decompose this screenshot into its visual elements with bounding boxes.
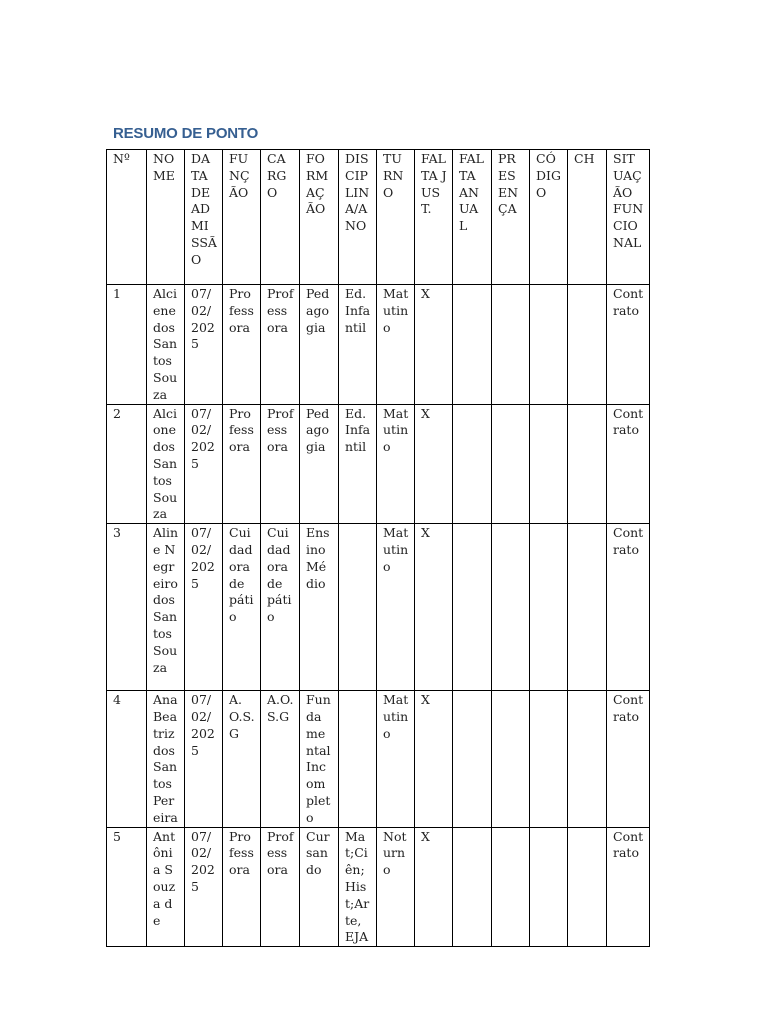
table-cell: Contrato	[607, 524, 650, 691]
table-cell: Alcione dos Santos Souza	[147, 404, 185, 524]
table-cell	[492, 691, 530, 827]
document-title: RESUMO DE PONTO	[113, 125, 259, 142]
header-cell: PRESENÇA	[492, 150, 530, 285]
table-cell	[453, 827, 492, 947]
table-cell	[530, 285, 568, 405]
table-cell: Noturno	[377, 827, 415, 947]
header-cell: CÓDIGO	[530, 150, 568, 285]
header-cell: FALTA ANUAL	[453, 150, 492, 285]
table-cell: Matutino	[377, 404, 415, 524]
table-cell: Professora	[223, 404, 261, 524]
table-cell: Cuidadora de pátio	[261, 524, 300, 691]
table-cell: Professora	[261, 827, 300, 947]
table-row	[107, 827, 650, 947]
table-cell: Pedagogia	[300, 285, 339, 405]
table-cell: X	[415, 827, 453, 947]
table-cell: Ensino Médio	[300, 524, 339, 691]
table-cell: X	[415, 404, 453, 524]
table-cell: 07/02/2025	[185, 827, 223, 947]
table-cell	[453, 524, 492, 691]
header-cell: FALTA JUST.	[415, 150, 453, 285]
table-cell: Fundamental Incompleto	[300, 691, 339, 827]
header-cell: Nº	[107, 150, 147, 285]
table-row	[107, 285, 650, 405]
table-cell	[568, 827, 607, 947]
header-cell: DISCIPLINA/ANO	[339, 150, 377, 285]
table-header-row	[107, 150, 650, 285]
table-cell: Aline Negreiro dos Santos Souza	[147, 524, 185, 691]
table-cell: 07/02/2025	[185, 691, 223, 827]
table-cell: Contrato	[607, 285, 650, 405]
table-cell: Contrato	[607, 827, 650, 947]
table-cell: Contrato	[607, 691, 650, 827]
header-cell: NOME	[147, 150, 185, 285]
table-cell: Antônia Souza de	[147, 827, 185, 947]
table-cell: 1	[107, 285, 147, 405]
table-cell: 5	[107, 827, 147, 947]
table-cell: Professora	[261, 404, 300, 524]
table-cell: A.O.S.G	[261, 691, 300, 827]
table-cell	[453, 404, 492, 524]
table-cell: Mat;Ciên;Hist;Arte, EJA	[339, 827, 377, 947]
header-cell: DATA DE ADMISSÃO	[185, 150, 223, 285]
table-cell: X	[415, 691, 453, 827]
table-cell	[568, 691, 607, 827]
table-cell: 2	[107, 404, 147, 524]
header-cell: FUNÇÃO	[223, 150, 261, 285]
table-cell	[530, 827, 568, 947]
header-cell: FORMAÇÃO	[300, 150, 339, 285]
table-cell	[492, 285, 530, 405]
table-cell: 07/02/2025	[185, 404, 223, 524]
header-cell: SITUAÇÃO FUNCIONAL	[607, 150, 650, 285]
table-row	[107, 404, 650, 524]
table-cell: 4	[107, 691, 147, 827]
table-cell: Contrato	[607, 404, 650, 524]
table-cell	[568, 404, 607, 524]
table-cell: Professora	[223, 827, 261, 947]
table-cell	[568, 524, 607, 691]
table-cell: 3	[107, 524, 147, 691]
table-cell: Matutino	[377, 285, 415, 405]
table-row	[107, 524, 650, 691]
table-cell	[530, 691, 568, 827]
timesheet-table	[106, 149, 650, 947]
table-cell	[453, 691, 492, 827]
table-cell	[568, 285, 607, 405]
table-cell: X	[415, 524, 453, 691]
table-cell: Matutino	[377, 524, 415, 691]
table-cell: 07/02/2025	[185, 524, 223, 691]
table-cell: Ed. Infantil	[339, 404, 377, 524]
table-cell	[530, 404, 568, 524]
table-cell: Ed. Infantil	[339, 285, 377, 405]
table-cell: Cuidadora de pátio	[223, 524, 261, 691]
table-cell: Matutino	[377, 691, 415, 827]
table-cell	[339, 524, 377, 691]
header-cell: TURNO	[377, 150, 415, 285]
table-cell: Professora	[261, 285, 300, 405]
table-cell: Cursando	[300, 827, 339, 947]
table-cell	[492, 827, 530, 947]
table-cell: Ana Beatriz dos Santos Pereira	[147, 691, 185, 827]
table-cell: Pedagogia	[300, 404, 339, 524]
table-cell: 07/02/2025	[185, 285, 223, 405]
table-cell: Professora	[223, 285, 261, 405]
table-row	[107, 691, 650, 827]
table-cell	[492, 404, 530, 524]
table-cell	[453, 285, 492, 405]
table-cell	[530, 524, 568, 691]
table-cell	[492, 524, 530, 691]
table-cell: Alciene dos Santos Souza	[147, 285, 185, 405]
table-cell: A.O.S.G	[223, 691, 261, 827]
header-cell: CARGO	[261, 150, 300, 285]
header-cell: CH	[568, 150, 607, 285]
table-cell	[339, 691, 377, 827]
table-cell: X	[415, 285, 453, 405]
